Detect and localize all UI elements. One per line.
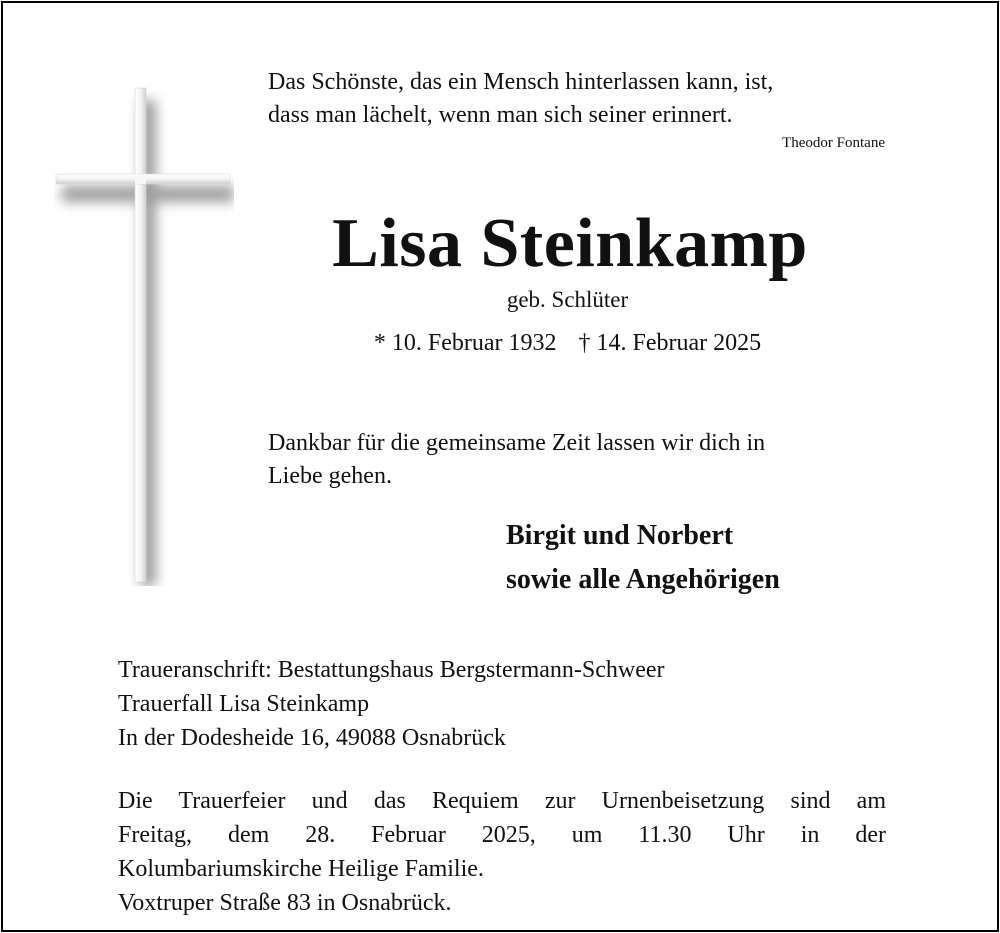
address-line: Trauerfall Lisa Steinkamp [118, 691, 370, 717]
maiden-name: geb. Schlüter [506, 287, 629, 312]
quote [268, 66, 888, 132]
service-info [118, 784, 886, 920]
thanks-line: Dankbar für die gemeinsame Zeit lassen wir dich in [268, 430, 766, 456]
service-line: Die Trauerfeier und das Requiem zur Urnenbeisetzung sind am [118, 788, 886, 814]
signer-line: sowie alle Angehörigen [506, 564, 780, 595]
quote-line: Das Schönste, das ein Mensch hinterlassen kann, ist, [268, 69, 774, 95]
service-line: Freitag, dem 28. Februar 2025, um 11.30 Uhr in der [118, 822, 886, 848]
service-line: Voxtruper Straße 83 in Osnabrück. [118, 890, 452, 916]
service-line: Kolumbariumskirche Heilige Familie. [118, 856, 484, 882]
quote-author: Theodor Fontane [782, 135, 885, 151]
thanks-text [268, 427, 888, 493]
cross-icon [54, 86, 234, 586]
address-line: In der Dodesheide 16, 49088 Osnabrück [118, 725, 506, 751]
address-line: Traueranschrift: Bestattungshaus Bergstermann-Schweer [118, 657, 665, 683]
thanks-line: Liebe gehen. [268, 463, 392, 489]
quote-line: dass man lächelt, wenn man sich seiner erinnert. [268, 102, 733, 128]
deceased-name: Lisa Steinkamp [332, 205, 808, 282]
life-dates [300, 330, 835, 357]
signer-line: Birgit und Norbert [506, 520, 734, 551]
signers [506, 514, 956, 602]
death-date: † 14. Februar 2025 [578, 330, 762, 356]
birth-date: * 10. Februar 1932 [373, 330, 557, 356]
mourning-address [118, 653, 898, 755]
